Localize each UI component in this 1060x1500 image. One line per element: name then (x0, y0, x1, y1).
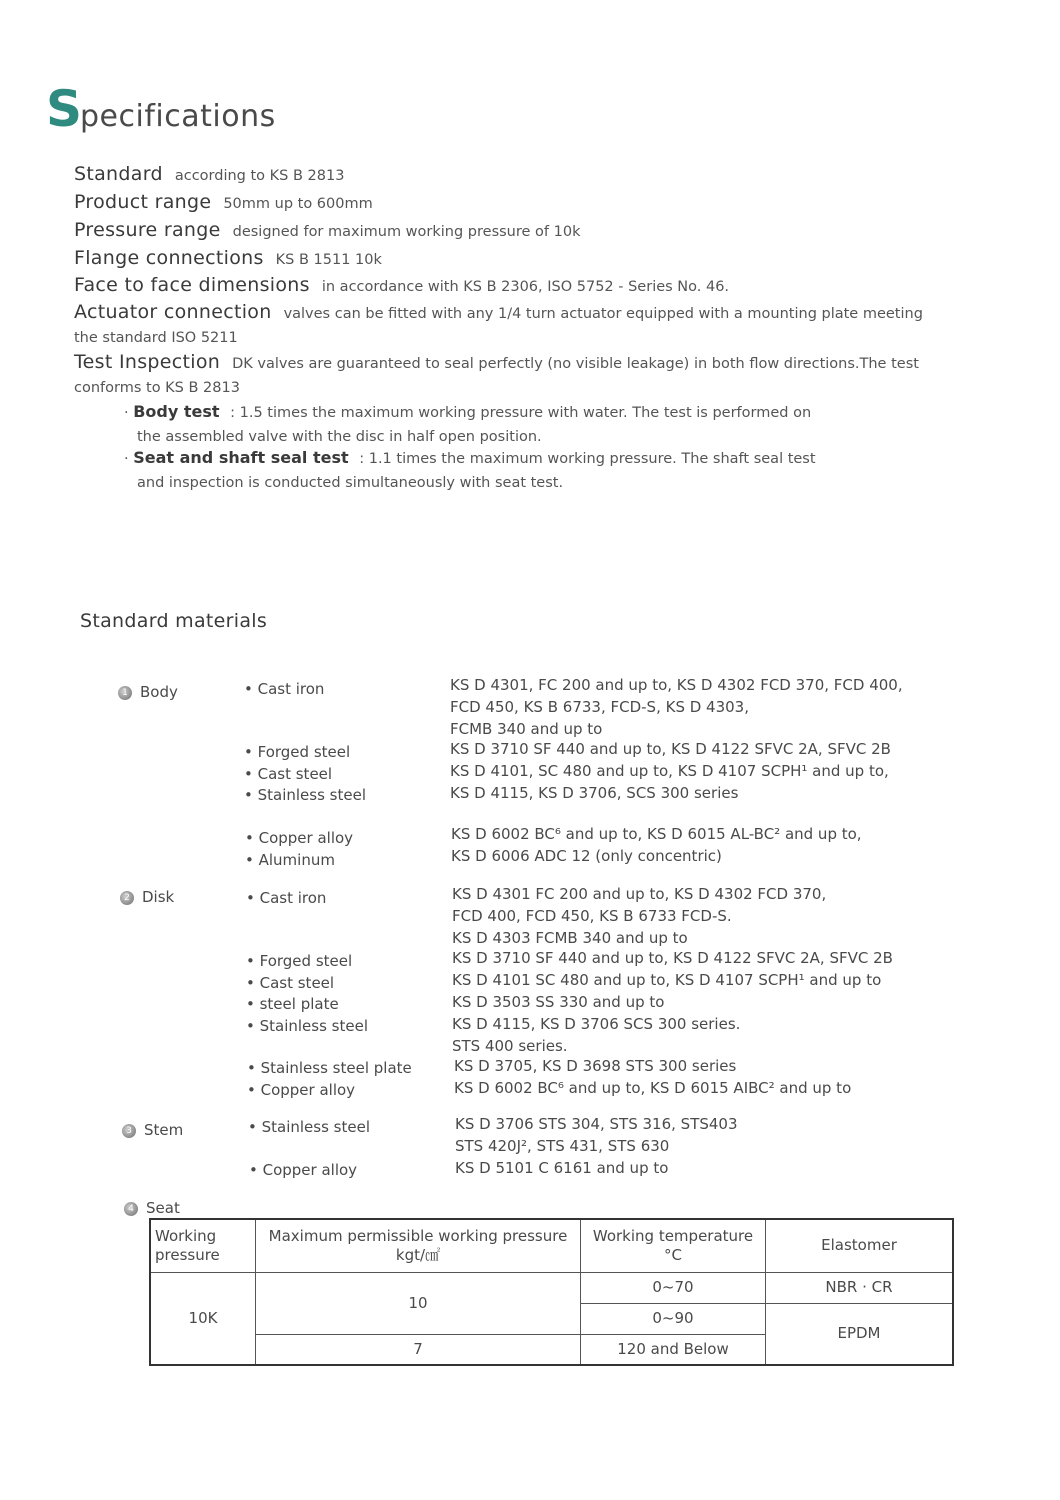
material-standard: KS D 4301 FC 200 and up to, KS D 4302 FCD 370, FCD 400, FCD 450, KS B 6733 FCD-S. KS D 4303 FCMB 340 and up to (452, 885, 827, 947)
spec-product-range: Product range 50mm up to 600mm (74, 191, 373, 213)
spec-pressure-range: Pressure range designed for maximum working pressure of 10k (74, 219, 581, 241)
spec-standard: Standard according to KS B 2813 (74, 163, 345, 185)
material-item: • Copper alloy (249, 1161, 358, 1179)
material-standard: KS D 3710 SF 440 and up to, KS D 4122 SFVC 2A, SFVC 2B KS D 4101, SC 480 and up to, KS D 4107 SCPH¹ and up to, KS D 4115, KS D 3706, SCS 300 series (450, 740, 891, 802)
category-seat: 4 Seat (124, 1199, 180, 1217)
header-elastomer: Elastomer (766, 1219, 954, 1272)
material-item: • Stainless steel (248, 1118, 370, 1136)
number-badge-icon: 2 (120, 891, 134, 905)
section-title-materials: Standard materials (80, 610, 268, 632)
header-max-pressure: Maximum permissible working pressure kgt/㎠ (256, 1219, 581, 1272)
material-standard: KS D 6002 BC⁶ and up to, KS D 6015 AL-BC² and up to, KS D 6006 ADC 12 (only concentric) (451, 825, 862, 865)
material-standard: KS D 3710 SF 440 and up to, KS D 4122 SFVC 2A, SFVC 2B KS D 4101 SC 480 and up to, KS D 4107 SCPH¹ and up to KS D 3503 SS 330 and up to KS D 4115, KS D 3706 SCS 300 series. STS 400 series. (452, 949, 893, 1055)
material-item: • Forged steel • Cast steel • Stainless steel (244, 743, 366, 804)
material-item: • Copper alloy • Aluminum (245, 829, 354, 869)
number-badge-icon: 4 (124, 1202, 138, 1216)
material-item: • Forged steel • Cast steel • steel plate • Stainless steel (246, 952, 368, 1035)
material-standard: KS D 4301, FC 200 and up to, KS D 4302 FCD 370, FCD 400, FCD 450, KS B 6733, FCD-S, KS D 4303, FCMB 340 and up to (450, 676, 903, 738)
cell-temp-1: 0~70 (581, 1272, 766, 1303)
material-standard: KS D 5101 C 6161 and up to (455, 1159, 669, 1177)
cell-pressure-1: 10 (256, 1272, 581, 1334)
material-item: • Cast iron (244, 680, 325, 698)
category-stem: 3 Stem (122, 1121, 183, 1139)
header-working-pressure: Working pressure (150, 1219, 256, 1272)
material-item: • Cast iron (246, 889, 327, 907)
cell-pressure-2: 7 (256, 1334, 581, 1365)
header-working-temperature: Working temperature °C (581, 1219, 766, 1272)
test-seat-shaft: · Seat and shaft seal test : 1.1 times the maximum working pressure. The shaft seal test and inspection is conducted simultaneously with seat test. (124, 448, 816, 491)
category-disk: 2 Disk (120, 888, 174, 906)
spec-flange-connections: Flange connections KS B 1511 10k (74, 247, 382, 269)
test-body: · Body test : 1.5 times the maximum working pressure with water. The test is performed on the assembled valve with the disc in half open position. (124, 402, 812, 445)
cell-temp-2: 0~90 (581, 1303, 766, 1334)
seat-table (149, 1218, 954, 1366)
cell-elastomer-1: NBR · CR (766, 1272, 954, 1303)
cell-temp-3: 120 and Below (581, 1334, 766, 1365)
category-body: 1 Body (118, 683, 178, 701)
spec-face-to-face: Face to face dimensions in accordance with KS B 2306, ISO 5752 - Series No. 46. (74, 274, 730, 296)
number-badge-icon: 3 (122, 1124, 136, 1138)
spec-test-inspection: Test Inspection DK valves are guaranteed to seal perfectly (no visible leakage) in both flow directions.The test conforms to KS B 2813 (74, 351, 919, 396)
page-title (46, 80, 276, 140)
spec-actuator-connection: Actuator connection valves can be fitted with any 1/4 turn actuator equipped with a mounting plate meeting the standard ISO 5211 (74, 301, 923, 346)
cell-wp-value: 10K (150, 1272, 256, 1365)
material-standard: KS D 3706 STS 304, STS 316, STS403 STS 420J², STS 431, STS 630 (455, 1115, 738, 1155)
title-initial: S (46, 80, 83, 138)
cell-elastomer-2: EPDM (766, 1303, 954, 1365)
material-standard: KS D 3705, KS D 3698 STS 300 series KS D 6002 BC⁶ and up to, KS D 6015 AIBC² and up to (454, 1057, 852, 1097)
material-item: • Stainless steel plate • Copper alloy (247, 1059, 412, 1099)
number-badge-icon: 1 (118, 686, 132, 700)
title-rest: pecifications (80, 99, 276, 134)
